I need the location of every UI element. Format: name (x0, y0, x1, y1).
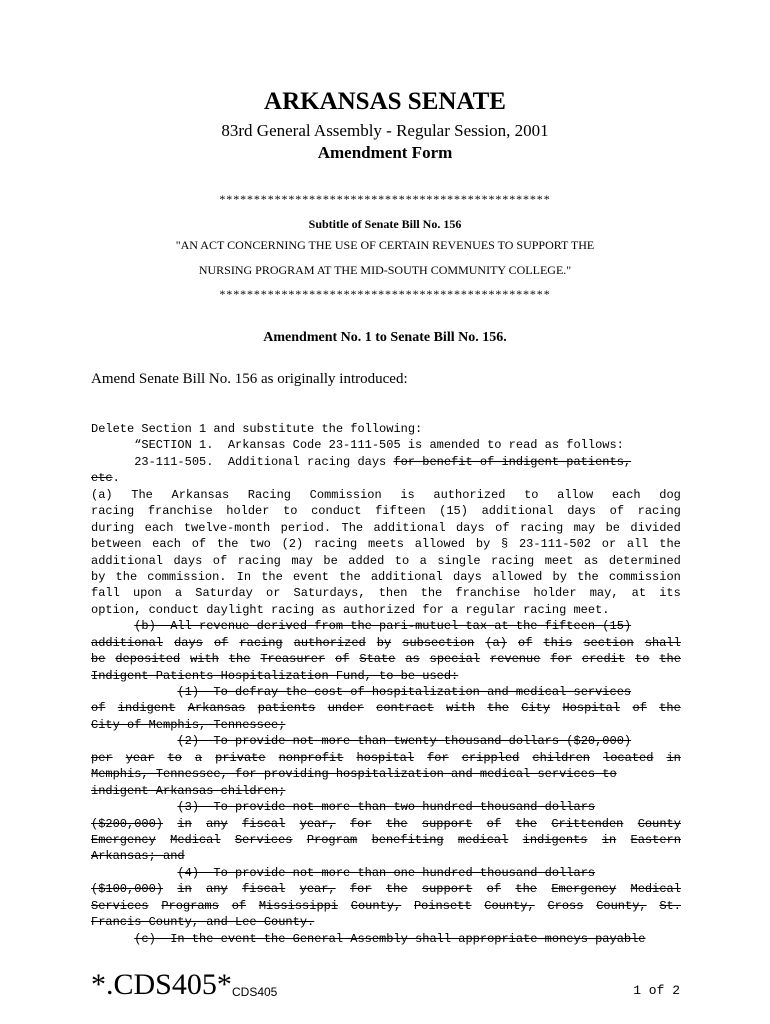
page-title: ARKANSAS SENATE (264, 88, 506, 115)
body-word: all (626, 537, 649, 552)
body-text-segment: . (112, 471, 120, 486)
body-word: Saturday (195, 586, 253, 601)
body-word: for (550, 652, 572, 667)
body-word: credit (581, 652, 626, 667)
struck-text: (2) To provide not more than twenty thousand dollars ($20,000) (177, 734, 632, 749)
body-word: for (349, 882, 372, 897)
body-word: support (421, 816, 473, 831)
body-text-segment: 23-111-505. Additional racing days (91, 454, 394, 469)
body-word: of (212, 553, 228, 568)
body-word: Cross (547, 898, 584, 913)
body-line (91, 503, 681, 519)
body-line (91, 651, 681, 667)
body-word: authorized (293, 635, 366, 650)
body-word: The (131, 487, 153, 502)
body-word: of (518, 635, 533, 650)
struck-text: (b) All revenue derived from the pari-mutuel tax at the fifteen (15) (134, 619, 632, 634)
body-word: located (603, 750, 654, 765)
body-word: then (378, 586, 408, 601)
body-word: Racing (247, 487, 292, 502)
body-word: Poinsett (413, 898, 472, 913)
body-word: days (453, 569, 482, 584)
body-word: commission (608, 569, 681, 584)
body-word: for (349, 816, 372, 831)
body-word: Medical (630, 882, 681, 897)
body-line (91, 783, 681, 799)
body-word: fifteen (375, 504, 426, 519)
body-text-segment (91, 684, 177, 700)
star-divider-bottom: ************************************************ (219, 287, 551, 301)
body-word: franchise (455, 586, 521, 601)
body-text-segment (91, 733, 177, 749)
body-word: of (632, 701, 647, 716)
body-word: days (174, 635, 203, 650)
body-word: in (601, 832, 617, 847)
body-word: of (231, 898, 247, 913)
body-word: may (573, 520, 596, 535)
body-word: of (495, 520, 510, 535)
body-word: of (91, 701, 106, 716)
body-word: Commission (309, 487, 382, 502)
body-word: per (91, 750, 113, 765)
body-word: each (152, 537, 181, 552)
body-word: any (206, 816, 228, 831)
body-line (91, 799, 681, 815)
body-word: of (486, 882, 502, 897)
body-word: each (611, 487, 641, 502)
body-word: Services (91, 898, 149, 913)
footer-code: CDS405 (232, 985, 278, 999)
struck-text: indigent Arkansas children; (91, 783, 286, 798)
body-word: is (400, 487, 415, 502)
body-word: fiscal (242, 882, 286, 897)
body-text-segment: Delete Section 1 and substitute the following: (91, 422, 423, 436)
body-word: a (194, 750, 203, 765)
body-word: year, (299, 882, 336, 897)
body-word: racing (637, 504, 681, 519)
body-word: added (348, 553, 385, 568)
body-word: hospital (356, 750, 415, 765)
body-word: additional (373, 520, 446, 535)
body-word: be (91, 652, 106, 667)
body-text-segment: option, conduct daylight racing as authorized for a regular racing meet. (91, 602, 610, 617)
body-word: the (261, 569, 283, 584)
body-word: to (635, 652, 650, 667)
body-line (91, 684, 681, 700)
body-word: the (115, 569, 138, 584)
body-word: dog (659, 487, 681, 502)
body-word: contract (376, 701, 434, 716)
body-word: may (291, 553, 313, 568)
body-word: County, (350, 898, 402, 913)
body-word: commission. (147, 569, 227, 584)
body-line (91, 881, 681, 897)
struck-text: Memphis, Tennessee, for providing hospitalization and medical services to (91, 767, 617, 782)
body-word: racing (91, 504, 135, 519)
body-line (91, 635, 681, 651)
body-word: racing (239, 635, 283, 650)
body-word: authorized (433, 487, 506, 502)
body-word: allowed (491, 569, 543, 584)
body-word: racing (519, 520, 564, 535)
struck-text: for benefit of indigent patients, (393, 454, 632, 469)
body-word: fall (91, 586, 120, 601)
body-word: be (323, 553, 338, 568)
footer-barcode-text: *.CDS405* (91, 968, 232, 1001)
body-word: with (446, 701, 475, 716)
subtitle-line-2: NURSING PROGRAM AT THE MID-SOUTH COMMUNITY COLLEGE." (198, 263, 572, 277)
body-word: of (191, 537, 207, 552)
body-line (91, 437, 681, 453)
body-word: determined (608, 553, 681, 568)
body-word: medical (457, 832, 509, 847)
body-word: each (144, 520, 174, 535)
body-word: franchise (147, 504, 213, 519)
body-word: event (292, 569, 329, 584)
body-word: additional (370, 569, 443, 584)
struck-text: (3) To provide not more than two hundred thousand dollars (177, 800, 596, 815)
body-word: indigent (117, 701, 176, 716)
body-word: under (327, 701, 364, 716)
body-word: support (421, 882, 473, 897)
subtitle-heading: Subtitle of Senate Bill No. 156 (308, 217, 462, 231)
body-word: the (228, 652, 251, 667)
body-word: the (385, 882, 408, 897)
struck-text: Arkansas; and (91, 849, 185, 864)
struck-text: City of Memphis, Tennessee; (91, 717, 286, 732)
body-word: may, (589, 586, 619, 601)
body-word: holder (533, 586, 577, 601)
body-word: the (385, 816, 408, 831)
body-word: the (577, 569, 599, 584)
body-word: (a) (91, 487, 113, 502)
body-word: by (376, 635, 392, 650)
body-word: the (216, 537, 239, 552)
body-word: by (552, 569, 567, 584)
body-word: to (394, 553, 410, 568)
body-word: Emergency (551, 882, 617, 897)
body-word: this (543, 635, 573, 650)
body-word: revenue (490, 652, 541, 667)
body-word: Saturdays, (293, 586, 366, 601)
body-word: County, (484, 898, 535, 913)
body-word: the (659, 652, 681, 667)
body-word: In (236, 569, 252, 584)
body-word: Programs (161, 898, 219, 913)
body-word: single (437, 553, 481, 568)
body-word: Mississippi (258, 898, 339, 913)
body-line (91, 520, 681, 536)
amendment-heading: Amendment No. 1 to Senate Bill No. 156. (263, 330, 507, 345)
body-text-segment (91, 931, 134, 947)
body-word: days (455, 520, 485, 535)
body-line (91, 750, 681, 766)
body-word: shall (644, 635, 681, 650)
body-word: (15) (439, 504, 468, 519)
body-line (91, 536, 681, 552)
body-word: section (583, 635, 634, 650)
body-word: twelve-month (183, 520, 271, 535)
body-word: in (666, 750, 681, 765)
struck-text: Francis County, and Lee County. (91, 915, 315, 930)
body-word: County (637, 816, 681, 831)
body-word: allowed (414, 537, 466, 552)
body-word: Services (234, 832, 293, 847)
body-line (91, 914, 681, 930)
body-word: of (486, 816, 502, 831)
body-word: period. (280, 520, 332, 535)
body-word: or (601, 537, 617, 552)
body-word: between (91, 537, 142, 552)
body-word: nonprofit (278, 750, 344, 765)
body-word: year (125, 750, 155, 765)
body-line (91, 602, 681, 618)
body-word: meets (367, 537, 404, 552)
body-word: by (475, 537, 491, 552)
body-word: additional (91, 635, 164, 650)
body-word: of (213, 635, 229, 650)
body-word: days (567, 504, 597, 519)
body-word: ($200,000) (91, 816, 164, 831)
body-word: Arkansas (187, 701, 246, 716)
body-word: ($100,000) (91, 882, 164, 897)
body-word: days (173, 553, 203, 568)
body-word: benefiting (371, 832, 444, 847)
body-word: 23-111-502 (518, 537, 591, 552)
body-line (91, 569, 681, 585)
body-word: to (167, 750, 182, 765)
body-text-segment (91, 865, 177, 881)
body-word: of (335, 652, 350, 667)
body-word: Crittenden (551, 816, 624, 831)
body-line (91, 931, 681, 947)
page-number: 1 of 2 (633, 983, 680, 998)
body-line (91, 816, 681, 832)
session-line: 83rd General Assembly - Regular Session, 2001 (221, 121, 549, 140)
subtitle-line-1: "AN ACT CONCERNING THE USE OF CERTAIN REVENUES TO SUPPORT THE (175, 238, 595, 252)
body-word: in (177, 816, 192, 831)
body-word: indigents (522, 832, 588, 847)
body-line (91, 717, 681, 733)
body-word: (a) (485, 635, 507, 650)
body-word: racing (313, 537, 358, 552)
body-word: deposited (115, 652, 181, 667)
body-word: holder (226, 504, 270, 519)
body-line (91, 700, 681, 716)
body-line (91, 766, 681, 782)
body-text-segment: “SECTION 1. Arkansas Code 23-111-505 is amended to read as follows: (91, 438, 624, 453)
body-word: Eastern (630, 832, 681, 847)
body-line (91, 898, 681, 914)
body-word: to (524, 487, 539, 502)
body-word: upon (132, 586, 162, 601)
body-line (91, 668, 681, 684)
body-word: the (659, 537, 681, 552)
body-word: during (91, 520, 135, 535)
body-word: racing (237, 553, 281, 568)
form-label: Amendment Form (317, 143, 453, 162)
body-line (91, 470, 681, 486)
body-word: patients (257, 701, 316, 716)
body-word: Arkansas (171, 487, 230, 502)
struck-text: (1) To defray the cost of hospitalization and medical services (177, 685, 632, 699)
body-word: (2) (281, 537, 304, 552)
body-word: a (419, 553, 427, 568)
body-word: the (659, 701, 681, 716)
body-line (91, 421, 681, 437)
struck-text: (c) In the event the General Assembly shall appropriate moneys payable (134, 931, 646, 946)
struck-text: etc (91, 471, 113, 486)
body-word: Program (306, 832, 358, 847)
body-word: to (283, 504, 298, 519)
body-line (91, 487, 681, 503)
body-line (91, 618, 681, 634)
body-line (91, 832, 681, 848)
body-word: the (487, 701, 509, 716)
body-line (91, 848, 681, 864)
body-word: its (659, 586, 681, 601)
amendment-body (91, 421, 681, 947)
body-word: as (405, 652, 420, 667)
body-word: § (501, 537, 509, 552)
body-word: Emergency (91, 832, 156, 847)
body-word: a (174, 586, 183, 601)
body-word: or (266, 586, 281, 601)
star-divider-top: ************************************************ (219, 192, 551, 206)
body-word: private (215, 750, 266, 765)
body-word: allow (557, 487, 594, 502)
body-word: special (429, 652, 481, 667)
body-word: additional (481, 504, 554, 519)
body-word: crippled (461, 750, 520, 765)
body-line (91, 585, 681, 601)
struck-text: Indigent Patients Hospitalization Fund, to be used: (91, 668, 459, 683)
body-word: conduct (311, 504, 362, 519)
body-word: Treasurer (260, 652, 326, 667)
body-word: for (427, 750, 449, 765)
body-word: additional (91, 553, 164, 568)
body-word: two (249, 537, 271, 552)
body-word: in (177, 882, 192, 897)
body-word: children (532, 750, 590, 765)
body-word: St. (659, 898, 681, 913)
body-word: City (521, 701, 551, 716)
body-line (91, 865, 681, 881)
body-word: divided (630, 520, 681, 535)
body-word: be (605, 520, 621, 535)
body-word: as (583, 553, 599, 568)
body-word: The (341, 520, 364, 535)
body-text-segment (91, 799, 177, 815)
body-word: year, (299, 816, 336, 831)
body-word: County, (596, 898, 647, 913)
body-word: the (339, 569, 361, 584)
body-word: racing (491, 553, 535, 568)
body-word: any (206, 882, 228, 897)
body-word: State (359, 652, 396, 667)
body-word: Medical (170, 832, 221, 847)
struck-text: (4) To provide not more than one hundred thousand dollars (177, 865, 596, 880)
amendment-intro: Amend Senate Bill No. 156 as originally introduced: (91, 371, 408, 387)
body-word: meet (544, 553, 574, 568)
body-word: Hospital (562, 701, 621, 716)
body-line (91, 454, 681, 470)
body-word: at (631, 586, 647, 601)
body-line (91, 553, 681, 569)
body-word: of (609, 504, 625, 519)
body-word: the (515, 882, 538, 897)
body-word: by (91, 569, 106, 584)
body-text-segment (91, 618, 134, 634)
body-word: the (420, 586, 443, 601)
body-word: with (190, 652, 219, 667)
body-word: fiscal (242, 816, 286, 831)
body-word: subsection (402, 635, 475, 650)
body-line (91, 733, 681, 749)
body-word: the (515, 816, 538, 831)
